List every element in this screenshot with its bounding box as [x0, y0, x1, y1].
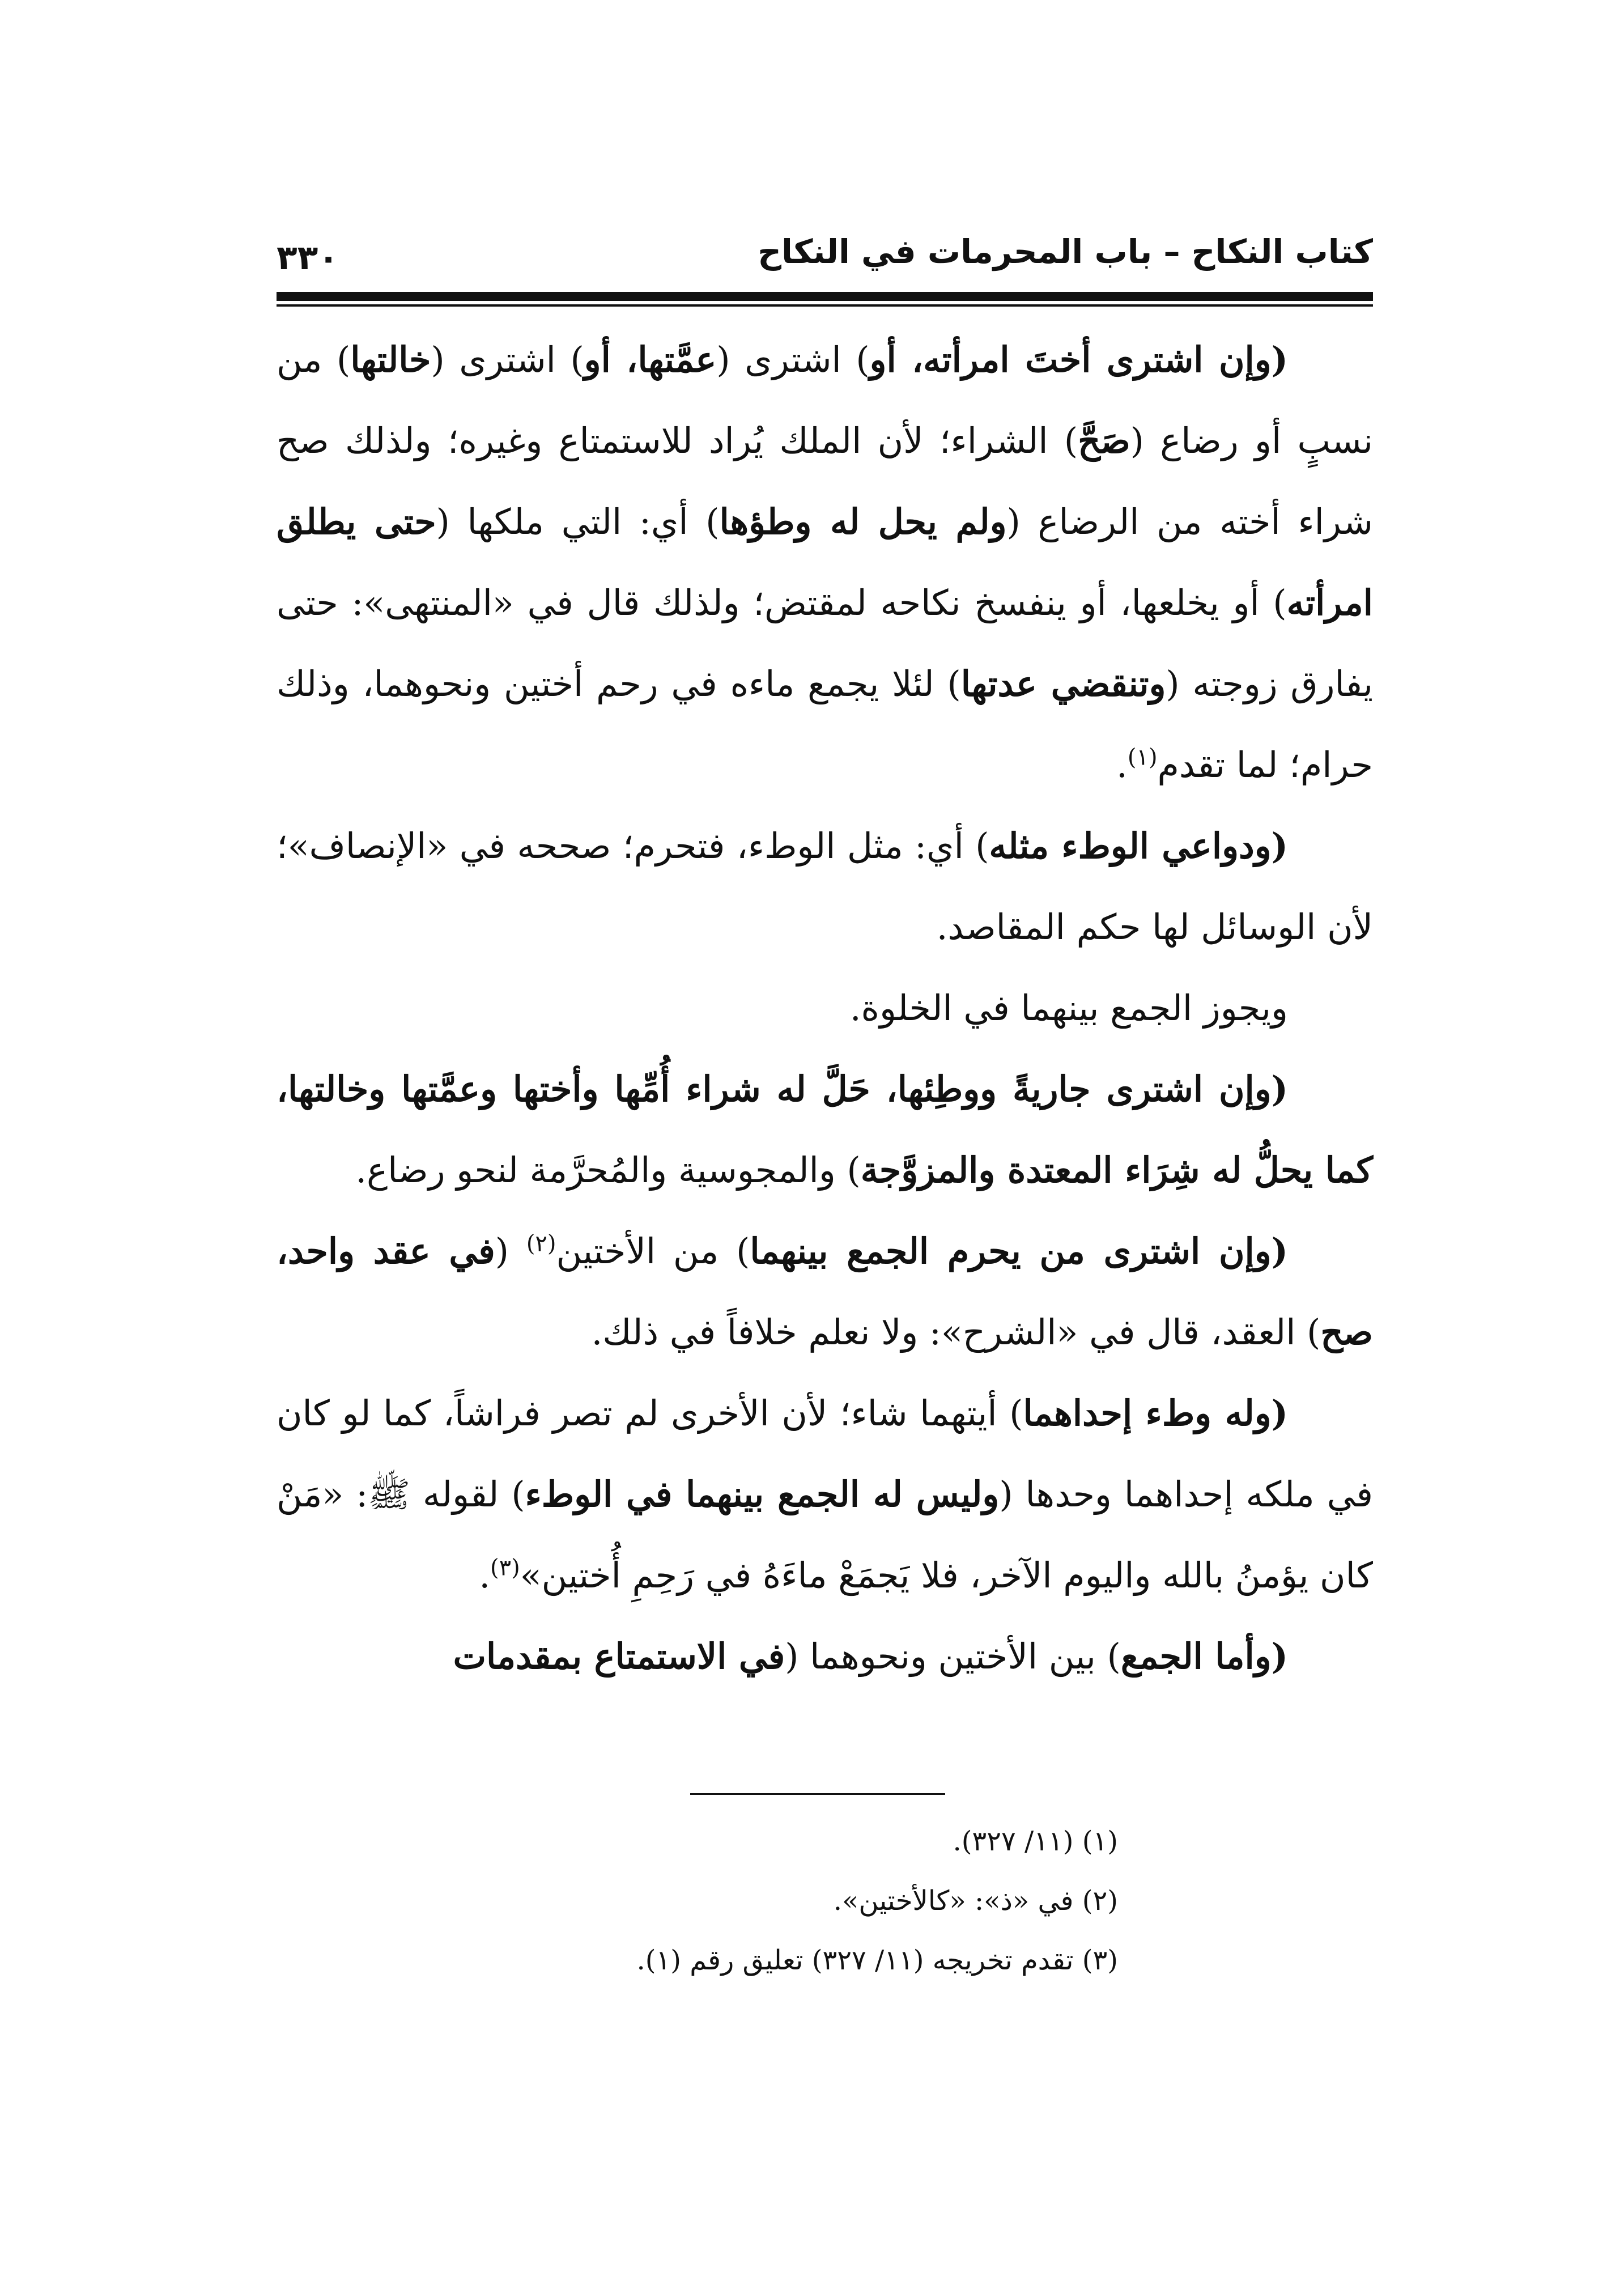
paragraph [277, 1373, 1373, 1616]
paragraph [277, 1616, 1373, 1697]
sharh-text: . [1116, 744, 1128, 785]
paragraph [277, 967, 1373, 1048]
matn-text: (وأما الجمع [1120, 1636, 1288, 1677]
matn-text: (وله وطء إحداهما [1023, 1392, 1288, 1434]
footnote-marker: (٢) [526, 1230, 556, 1257]
paragraph [277, 319, 1373, 805]
sharh-text: ) من الأختين [556, 1230, 750, 1272]
sharh-text: ) أيتهما شاء؛ لأن الأخرى لم تصر فراشاً، كما لو كان في ملكه إحداهما وحدها ( [277, 1392, 1373, 1515]
header-rule-thick [277, 292, 1373, 301]
matn-text: وليس له الجمع بينهما في الوطء [525, 1474, 1000, 1515]
matn-text: وتنقضي عدتها [960, 663, 1166, 704]
sharh-text: ) بين الأختين ونحوهما ( [785, 1636, 1121, 1677]
matn-text: صَحَّ [1078, 420, 1130, 461]
header-rule-thin [277, 304, 1373, 307]
sharh-text: ) أي: مثل الوطء، فتحرم؛ صححه في «الإنصاف»؛ لأن الوسائل لها حكم المقاصد. [277, 825, 1373, 948]
sharh-text: ) الشراء؛ لأن الملك يُراد للاستمتاع وغيره؛ ولذلك صح شراء أخته من الرضاع ( [277, 420, 1373, 542]
footnotes [277, 1812, 1373, 1990]
footnote-marker: (١) [1127, 744, 1158, 771]
matn-text: (وإن اشترى جاريةً ووطِئها، حَلَّ له شراء أُمِّها وأختها وعمَّتها وخالتها، كما يحلُّ له شِرَاء المعتدة والمزوَّجة [277, 1068, 1373, 1191]
matn-text: حتى يطلق امرأته [277, 501, 1373, 623]
body-text [277, 319, 1373, 1697]
sharh-text: ) العقد، قال في «الشرح»: ولا نعلم خلافاً في ذلك. [591, 1311, 1321, 1353]
sharh-text: ) أي: التي ملكها ( [436, 501, 720, 542]
matn-text: (وإن اشترى من يحرم الجمع بينهما [750, 1230, 1288, 1272]
page-header [277, 215, 1373, 292]
book-page [277, 215, 1373, 2142]
footnote-3: (٣) تقدم تخريجه (١١/ ٣٢٧) تعليق رقم (١). [636, 1944, 1118, 1976]
sharh-text: ) لئلا يجمع ماءه في رحم أختين ونحوهما، وذلك حرام؛ لما تقدم [277, 663, 1373, 785]
footnote-2: (٢) في «ذ»: «كالأختين». [833, 1885, 1118, 1917]
matn-text: في الاستمتاع بمقدمات [453, 1636, 785, 1677]
matn-text: (وإن اشترى أختَ امرأته، أو [869, 339, 1289, 380]
sharh-text: ) لقوله ﷺ: «مَنْ كان يؤمنُ بالله واليوم الآخر، فلا يَجمَعْ ماءَهُ في رَحِمِ أُختين» [277, 1474, 1373, 1596]
sharh-text: ( [495, 1230, 526, 1272]
footnote-1: (١) (١١/ ٣٢٧). [953, 1825, 1118, 1857]
sharh-text: ويجوز الجمع بينهما في الخلوة. [849, 987, 1288, 1029]
paragraph [277, 805, 1373, 967]
sharh-text: ) من نسبٍ أو رضاع ( [277, 339, 1373, 461]
page-number: ٣٣٠ [277, 238, 339, 278]
paragraph [277, 1048, 1373, 1211]
sharh-text: ) اشترى ( [431, 339, 584, 380]
sharh-text: ) أو يخلعها، أو ينفسخ نكاحه لمقتض؛ ولذلك قال في «المنتهى»: حتى يفارق زوجته ( [277, 582, 1373, 704]
sharh-text: . [479, 1555, 491, 1596]
matn-text: خالتها [350, 339, 431, 380]
matn-text: عمَّتها، أو [584, 339, 717, 380]
paragraph [277, 1211, 1373, 1373]
sharh-text: ) اشترى ( [716, 339, 870, 380]
matn-text: ولم يحل له وطؤها [719, 501, 1007, 542]
running-title: كتاب النكاح – باب المحرمات في النكاح [758, 232, 1373, 271]
footnote-separator [690, 1793, 945, 1795]
sharh-text: ) والمجوسية والمُحرَّمة لنحو رضاع. [355, 1149, 861, 1191]
footnote-marker: (٣) [490, 1555, 520, 1581]
matn-text: في عقد واحد، صح [277, 1230, 1373, 1353]
matn-text: (ودواعي الوطء مثله [989, 825, 1288, 867]
